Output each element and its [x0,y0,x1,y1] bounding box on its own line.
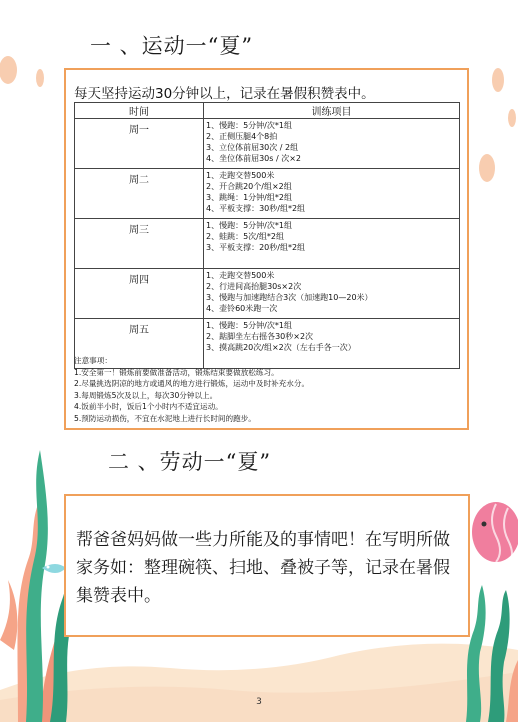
training-item: 2、开合跳20个/组×2组 [206,182,292,191]
table-row [75,269,460,319]
training-item: 3、平板支撑：20秒/组*2组 [206,243,306,252]
day-cell: 周一 [75,119,204,169]
note-item: 3.每周锻炼5次及以上，每次30分钟以上。 [74,390,218,400]
training-item: 2、蛙跳：5次/组*2组 [206,232,284,241]
training-items-cell [204,169,460,219]
day-cell: 周五 [75,319,204,369]
exercise-plan-card [64,68,469,430]
note-item: 5.预防运动损伤，不宜在水泥地上进行长时间的跑步。 [74,413,256,423]
table-header-row [75,103,460,119]
training-item: 3、立位体前屈30次 / 2组 [206,143,299,152]
training-item: 3、摸高跳20次/组×2次（左右手各一次） [206,343,356,352]
note-item: 4.饭前半小时，饭后1个小时内不适宜运动。 [74,402,223,412]
labor-paragraph: 帮爸爸妈妈做一些力所能及的事情吧！在写明所做家务如：整理碗筷、扫地、叠被子等，记录在暑假集赞表中。 [76,530,450,606]
training-item: 3、跳绳：1分钟/组*2组 [206,193,292,202]
training-item: 1、慢跑：5分钟/次*1组 [206,321,292,330]
precautions-notes [74,355,309,425]
day-cell: 周三 [75,219,204,269]
training-item: 2、行进间高抬腿30s×2次 [206,282,302,291]
training-items-cell [204,269,460,319]
training-item: 4、壶铃60米跑一次 [206,304,278,313]
column-header-time: 时间 [75,103,204,119]
table-row [75,219,460,269]
training-item: 4、平板支撑：30秒/组*2组 [206,204,306,213]
training-items-cell [204,119,460,169]
section-title-exercise: 一 、运动一“夏” [90,34,254,58]
day-cell: 周二 [75,169,204,219]
training-item: 4、坐位体前屈30s / 次×2 [206,154,302,163]
training-item: 2、正侧压腿4个8拍 [206,132,278,141]
training-item: 1、慢跑：5分钟/次*1组 [206,121,292,130]
training-items-cell [204,219,460,269]
training-item: 2、踮脚坐左右摇各30秒×2次 [206,332,314,341]
exercise-intro: 每天坚持运动30分钟以上，记录在暑假积赞表中。 [74,86,375,102]
decorative-bubbles-top-right [479,68,516,182]
table-row [75,119,460,169]
table-row [75,169,460,219]
notes-heading: 注意事项： [74,356,112,365]
section-title-labor: 二 、劳动一“夏” [108,450,272,474]
training-item: 1、走跑交替500米 [206,171,275,180]
column-header-training: 训练项目 [204,103,460,119]
page-number: 3 [256,697,262,707]
training-item: 3、慢跑与加速跑结合3次（加速跑10—20米） [206,293,373,302]
decorative-bubbles-top-left [0,56,44,87]
labor-task-card [64,494,470,637]
training-item: 1、走跑交替500米 [206,271,275,280]
training-item: 1、慢跑：5分钟/次*1组 [206,221,292,230]
day-cell: 周四 [75,269,204,319]
note-item: 2.尽量挑选阴凉的地方或通风的地方进行锻炼，运动中及时补充水分。 [74,379,310,389]
note-item: 1.安全第一！锻炼前要做准备活动，锻炼结束要做放松练习。 [74,367,279,377]
training-schedule-table [74,102,460,369]
